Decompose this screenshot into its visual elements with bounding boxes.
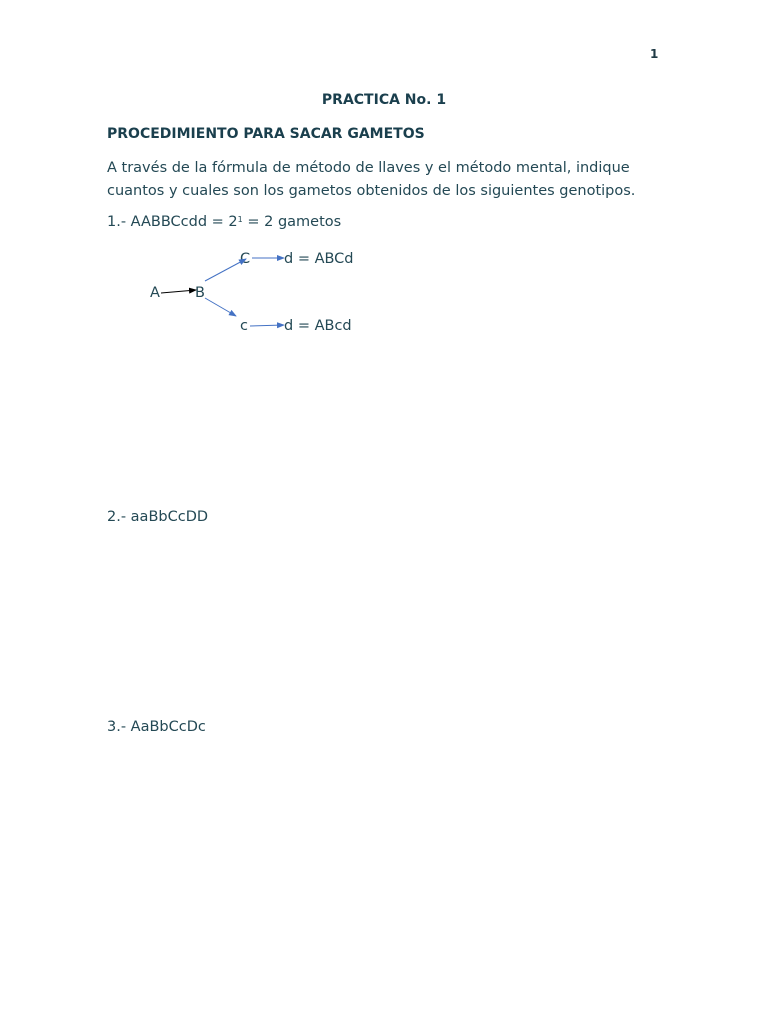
instructions-line-2: cuantos y cuales son los gametos obtenidos de los siguientes genotipos. [107, 183, 636, 199]
exercise-1-result: = 2 gametos [242, 214, 342, 230]
node-c-lower: c [240, 318, 248, 334]
node-a: A [150, 285, 160, 301]
section-heading: PROCEDIMIENTO PARA SACAR GAMETOS [107, 126, 425, 142]
arrow-c-lower-to-result [250, 325, 284, 326]
exercise-3: 3.- AaBbCcDc [107, 719, 206, 735]
node-b: B [195, 285, 205, 301]
result-lower: d = ABcd [284, 318, 352, 334]
arrow-a-to-b [161, 290, 196, 293]
exercise-1-exponent: 1 [237, 215, 243, 224]
page-number: 1 [650, 47, 659, 61]
page-title: PRACTICA No. 1 [321, 92, 447, 108]
exercise-2: 2.- aaBbCcDD [107, 509, 209, 525]
instructions-line-1: A través de la fórmula de método de llaves y el método mental, indique [107, 160, 630, 176]
arrow-b-to-c-lower [205, 298, 236, 316]
arrow-b-to-c-upper [205, 259, 246, 281]
exercise-1-formula: 1.- AABBCcdd = 2 [107, 214, 238, 230]
result-upper: d = ABCd [284, 251, 354, 267]
node-c-upper: C [240, 251, 251, 267]
